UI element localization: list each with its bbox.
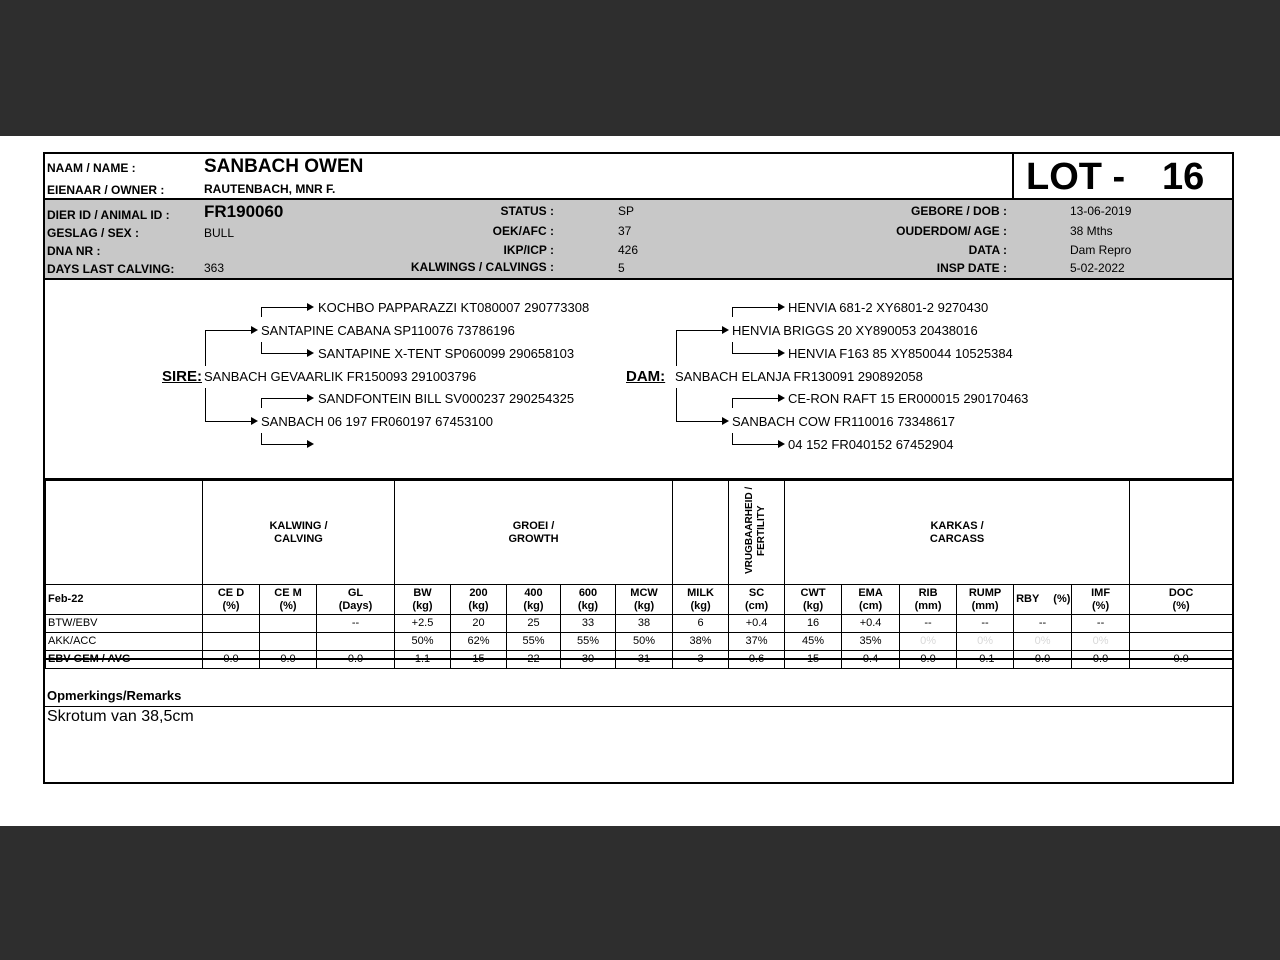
dam-dam: SANBACH COW FR110016 73348617 [732,414,956,429]
table-cell: 0.0 [260,651,317,669]
table-cell: 37% [729,633,785,651]
table-cell [1130,633,1233,651]
row-label: AKK/ACC [46,633,203,651]
table-cell: 1.1 [395,651,451,669]
column-unit: (%) [1092,599,1110,612]
column-unit: (kg) [468,599,489,612]
table-cell: 0.0 [317,651,395,669]
remarks-text: Skrotum van 38,5cm [47,708,194,725]
group-fertility: VRUGBAARHEID / FERTILITY [729,481,785,585]
table-cell: 0% [1014,633,1072,651]
table-cell: 16 [785,615,842,633]
column-unit: (mm) [971,599,999,612]
dam-sire-sire: HENVIA 681-2 XY6801-2 9270430 [788,300,989,315]
column-header [957,585,1014,615]
table-cell: -- [957,615,1014,633]
column-header [842,585,900,615]
column-unit: (kg) [577,599,599,612]
age-label: OUDERDOM/ AGE : [896,224,1007,238]
insp-date-label: INSP DATE : [936,261,1007,275]
table-cell: 45% [785,633,842,651]
column-header [729,585,785,615]
sire-sire-sire: KOCHBO PAPPARAZZI KT080007 290773308 [318,300,590,315]
table-cell: 55% [507,633,561,651]
table-cell: 0.0 [900,651,957,669]
sex-label: GESLAG / SEX : [47,226,140,240]
sire-name: SANBACH GEVAARLIK FR150093 291003796 [204,369,477,384]
column-name: IMF [1091,586,1111,599]
table-cell: 38% [673,633,729,651]
icp-value: 426 [618,243,639,257]
table-cell: -- [900,615,957,633]
sire-dam-sire: SANDFONTEIN BILL SV000237 290254325 [318,391,575,406]
data-value: Dam Repro [1070,243,1132,257]
table-cell: -- [317,615,395,633]
column-header [1130,585,1233,615]
dam-label: DAM: [626,368,666,385]
column-unit: (kg) [802,599,824,612]
column-name: RIB [918,586,938,599]
column-header [1072,585,1130,615]
icp-label: IKP/ICP : [503,243,554,257]
lot-card [43,152,1234,784]
column-unit: (Days) [338,599,373,612]
table-cell: 0.0 [1072,651,1130,669]
table-cell [203,615,260,633]
table-cell: 0% [900,633,957,651]
table-cell [203,633,260,651]
table-cell: -- [1014,615,1072,633]
table-cell: 0.6 [729,651,785,669]
period-label: Feb-22 [46,585,203,615]
dob-value: 13-06-2019 [1070,204,1132,218]
data-label: DATA : [968,243,1007,257]
column-header [561,585,616,615]
column-header [785,585,842,615]
table-cell: 38 [616,615,673,633]
table-row [46,633,1233,651]
column-header [507,585,561,615]
table-cell: 20 [451,615,507,633]
lot-number: 16 [1162,156,1205,198]
sex-value: BULL [204,226,235,240]
animal-id-label: DIER ID / ANIMAL ID : [47,208,170,222]
column-header [616,585,673,615]
dam-name: SANBACH ELANJA FR130091 290892058 [675,369,923,384]
column-header [203,585,260,615]
table-cell: +2.5 [395,615,451,633]
column-unit: (cm) [744,599,769,612]
calvings-value: 5 [618,261,625,275]
dam-dam-dam: 04 152 FR040152 67452904 [788,437,954,452]
owner-name: RAUTENBACH, MNR F. [204,182,336,196]
column-unit: (%) [222,599,240,612]
sire-label: SIRE: [162,368,203,385]
sire-dam: SANBACH 06 197 FR060197 67453100 [261,414,493,429]
column-name: CE M [274,586,302,599]
status-label: STATUS : [500,204,554,218]
table-cell: 0.0 [1130,651,1233,669]
remarks-section [45,658,1232,782]
column-name: 400 [524,586,543,599]
group-calving: KALWING / CALVING [203,481,395,585]
dam-sire: HENVIA BRIGGS 20 XY890053 20438016 [732,323,978,338]
animal-name: SANBACH OWEN [204,156,364,177]
age-value: 38 Mths [1070,224,1113,238]
pedigree-section [45,280,1232,480]
table-cell [260,615,317,633]
table-cell: 3 [673,651,729,669]
animal-info [45,200,1232,280]
calvings-label: KALWINGS / CALVINGS : [410,260,554,274]
table-cell: 62% [451,633,507,651]
table-cell: 15 [785,651,842,669]
name-header [45,154,1232,200]
column-unit: (kg) [690,599,711,612]
animal-id-value: FR190060 [204,202,284,221]
column-header [900,585,957,615]
column-name: MCW [630,586,658,599]
table-cell [260,633,317,651]
table-cell: +0.4 [729,615,785,633]
column-unit: (kg) [523,599,544,612]
column-unit: (%) [279,599,297,612]
column-unit: (mm) [914,599,942,612]
sire-sire: SANTAPINE CABANA SP110076 73786196 [261,323,515,338]
table-cell: 22 [507,651,561,669]
days-calving-label: DAYS LAST CALVING: [47,262,175,276]
lot-label: LOT - [1026,156,1126,198]
column-unit: (%) [1172,599,1190,612]
table-cell: 55% [561,633,616,651]
afc-label: OEK/AFC : [492,224,554,238]
dna-label: DNA NR : [47,244,101,258]
ebv-header-row [46,585,1233,615]
column-header [673,585,729,615]
table-cell: 35% [842,633,900,651]
sire-sire-dam: SANTAPINE X-TENT SP060099 290658103 [318,346,575,361]
lot-box [1012,154,1232,200]
group-growth: GROEI / GROWTH [395,481,673,585]
table-cell [317,633,395,651]
table-cell: 0% [957,633,1014,651]
dam-sire-dam: HENVIA F163 85 XY850044 10525384 [788,346,1013,361]
table-cell: 0.0 [203,651,260,669]
owner-label: EIENAAR / OWNER : [47,183,165,197]
column-header [260,585,317,615]
column-header [317,585,395,615]
column-header [395,585,451,615]
column-unit: (cm) [858,599,883,612]
column-name: RBY [1016,593,1040,605]
column-header [451,585,507,615]
column-name: CWT [800,586,826,599]
table-cell: 25 [507,615,561,633]
column-name: 600 [578,586,598,599]
column-name: BW [413,586,432,599]
column-name: RUMP [968,586,1002,599]
insp-date-value: 5-02-2022 [1070,261,1125,275]
column-name: EMA [858,586,883,599]
column-name: DOC [1168,586,1194,599]
column-unit: (kg) [633,599,655,612]
name-label: NAAM / NAME : [47,161,136,175]
column-name: 200 [469,586,488,599]
afc-value: 37 [618,224,632,238]
table-cell: +0.4 [842,615,900,633]
table-cell: 0% [1072,633,1130,651]
table-cell: 15 [451,651,507,669]
table-cell: -- [1072,615,1130,633]
table-cell: 31 [616,651,673,669]
dob-label: GEBORE / DOB : [910,204,1007,218]
table-cell: 33 [561,615,616,633]
table-row [46,615,1233,633]
table-cell: -0.1 [957,651,1014,669]
ebv-table [45,480,1233,669]
column-name: CE D [217,586,245,599]
column-unit: (kg) [412,599,433,612]
remarks-label: Opmerkings/Remarks [47,688,182,703]
row-label: BTW/EBV [46,615,203,633]
ebv-group-row [46,481,1233,585]
table-cell: 50% [616,633,673,651]
table-cell: 0.0 [1014,651,1072,669]
table-cell: 6 [673,615,729,633]
table-cell: 30 [561,651,616,669]
dam-dam-sire: CE-RON RAFT 15 ER000015 290170463 [788,391,1029,406]
table-cell: 0.4 [842,651,900,669]
days-calving-value: 363 [204,261,225,275]
status-value: SP [618,204,635,218]
column-name: SC [748,586,765,599]
table-cell: 50% [395,633,451,651]
column-header [1014,585,1072,615]
group-carcass: KARKAS / CARCASS [785,481,1130,585]
table-cell [1130,615,1233,633]
column-name: MILK [687,586,714,599]
row-label: EBV GEM / AVG [46,651,203,669]
column-unit: (%) [1053,593,1071,605]
column-name: GL [347,586,364,599]
